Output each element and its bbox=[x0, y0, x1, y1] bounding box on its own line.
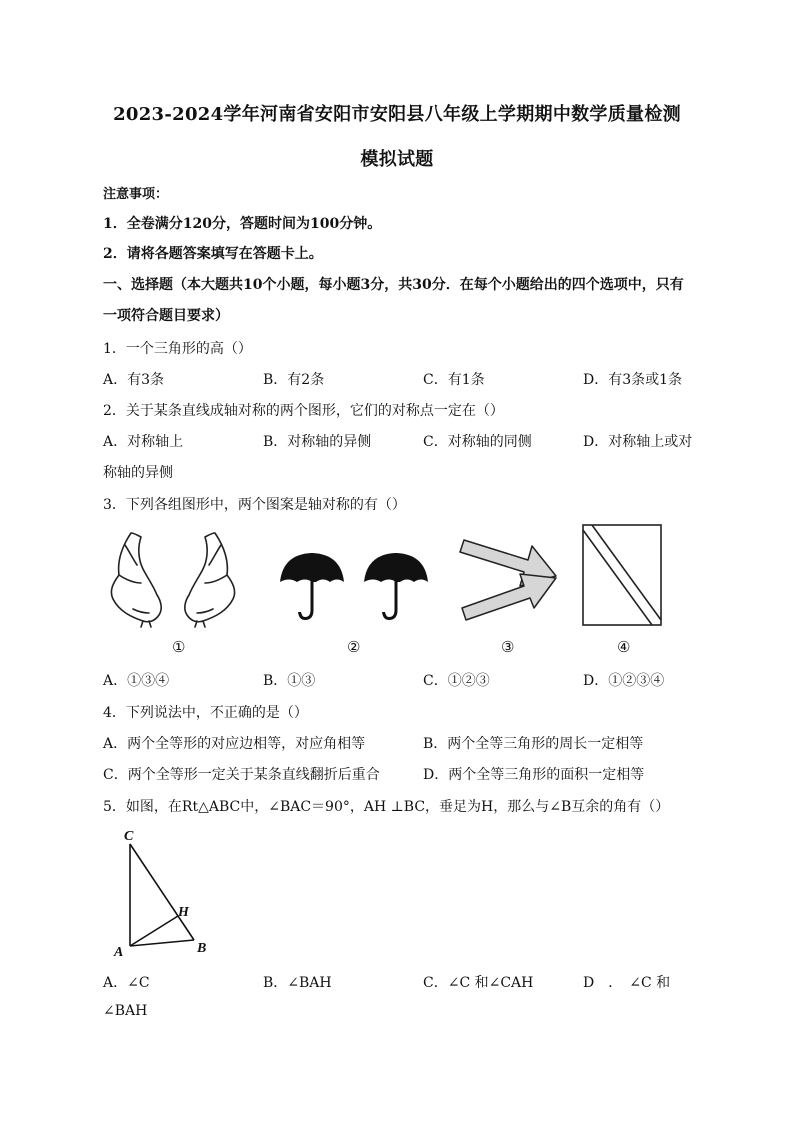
q2-option-a: A．对称轴上 bbox=[103, 434, 184, 450]
q5-triangle-figure bbox=[110, 826, 220, 956]
question-5-stem: 5．如图，在Rt△ABC中，∠BAC＝90°，AH ⊥BC，垂足为H，那么与∠B互余的角有（） bbox=[103, 799, 670, 815]
q5-option-c: C．∠C 和∠CAH bbox=[423, 975, 534, 991]
q5-point-b: B bbox=[197, 941, 207, 956]
q1-option-d: D．有3条或1条 bbox=[583, 372, 683, 388]
q3-figure-label-2: ② bbox=[347, 638, 361, 656]
question-2-stem: 2．关于某条直线成轴对称的两个图形，它们的对称点一定在（） bbox=[103, 403, 504, 419]
q3-figure-label-4: ④ bbox=[617, 638, 631, 656]
note-1: 1．全卷满分120分，答题时间为100分钟。 bbox=[103, 216, 382, 232]
q5-option-d: D ． ∠C 和 bbox=[583, 975, 671, 991]
exam-subtitle: 模拟试题 bbox=[360, 149, 434, 170]
notes-heading: 注意事项： bbox=[103, 187, 169, 202]
q4-option-c: C．两个全等形一定关于某条直线翻折后重合 bbox=[103, 767, 380, 783]
q3-figure-label-1: ① bbox=[172, 638, 186, 656]
q3-figure-2-umbrellas bbox=[275, 550, 440, 625]
q3-figure-4-split-rectangle bbox=[580, 522, 666, 630]
section-1-instructions-cont: 一项符合题目要求） bbox=[103, 308, 229, 324]
q2-option-d-continuation: 称轴的异侧 bbox=[103, 465, 173, 481]
question-4-stem: 4．下列说法中，不正确的是（） bbox=[103, 705, 308, 721]
q3-figure-label-3: ③ bbox=[501, 638, 515, 656]
q3-option-c: C．①②③ bbox=[423, 673, 490, 689]
question-3-stem: 3．下列各组图形中，两个图案是轴对称的有（） bbox=[103, 497, 406, 513]
q5-point-c: C bbox=[124, 829, 134, 844]
exam-title: 2023-2024学年河南省安阳市安阳县八年级上学期期中数学质量检测 bbox=[113, 104, 681, 125]
q5-option-b: B．∠BAH bbox=[263, 975, 332, 991]
section-1-instructions: 一、选择题（本大题共10个小题，每小题3分，共30分．在每个小题给出的四个选项中，只有 bbox=[103, 277, 684, 293]
q4-option-a: A．两个全等形的对应边相等，对应角相等 bbox=[103, 736, 366, 752]
q3-figure-1-birds bbox=[103, 525, 243, 630]
q3-option-a: A．①③④ bbox=[103, 673, 170, 689]
q3-option-d: D．①②③④ bbox=[583, 673, 665, 689]
q3-option-b: B．①③ bbox=[263, 673, 316, 689]
q3-figure-3-arrows bbox=[458, 522, 560, 628]
question-1-stem: 1．一个三角形的高（） bbox=[103, 341, 252, 357]
q1-option-a: A．有3条 bbox=[103, 372, 165, 388]
q5-option-d-continuation: ∠BAH bbox=[103, 1003, 148, 1019]
q2-option-b: B．对称轴的异侧 bbox=[263, 434, 372, 450]
q4-option-d: D．两个全等三角形的面积一定相等 bbox=[423, 767, 645, 783]
q4-option-b: B．两个全等三角形的周长一定相等 bbox=[423, 736, 644, 752]
q1-option-b: B．有2条 bbox=[263, 372, 325, 388]
q2-option-d: D．对称轴上或对 bbox=[583, 434, 693, 450]
q1-option-c: C．有1条 bbox=[423, 372, 485, 388]
note-2: 2．请将各题答案填写在答题卡上。 bbox=[103, 246, 323, 262]
q5-point-h: H bbox=[178, 905, 189, 920]
q5-point-a: A bbox=[114, 945, 124, 956]
q2-option-c: C．对称轴的同侧 bbox=[423, 434, 532, 450]
q5-option-a: A．∠C bbox=[103, 975, 150, 991]
